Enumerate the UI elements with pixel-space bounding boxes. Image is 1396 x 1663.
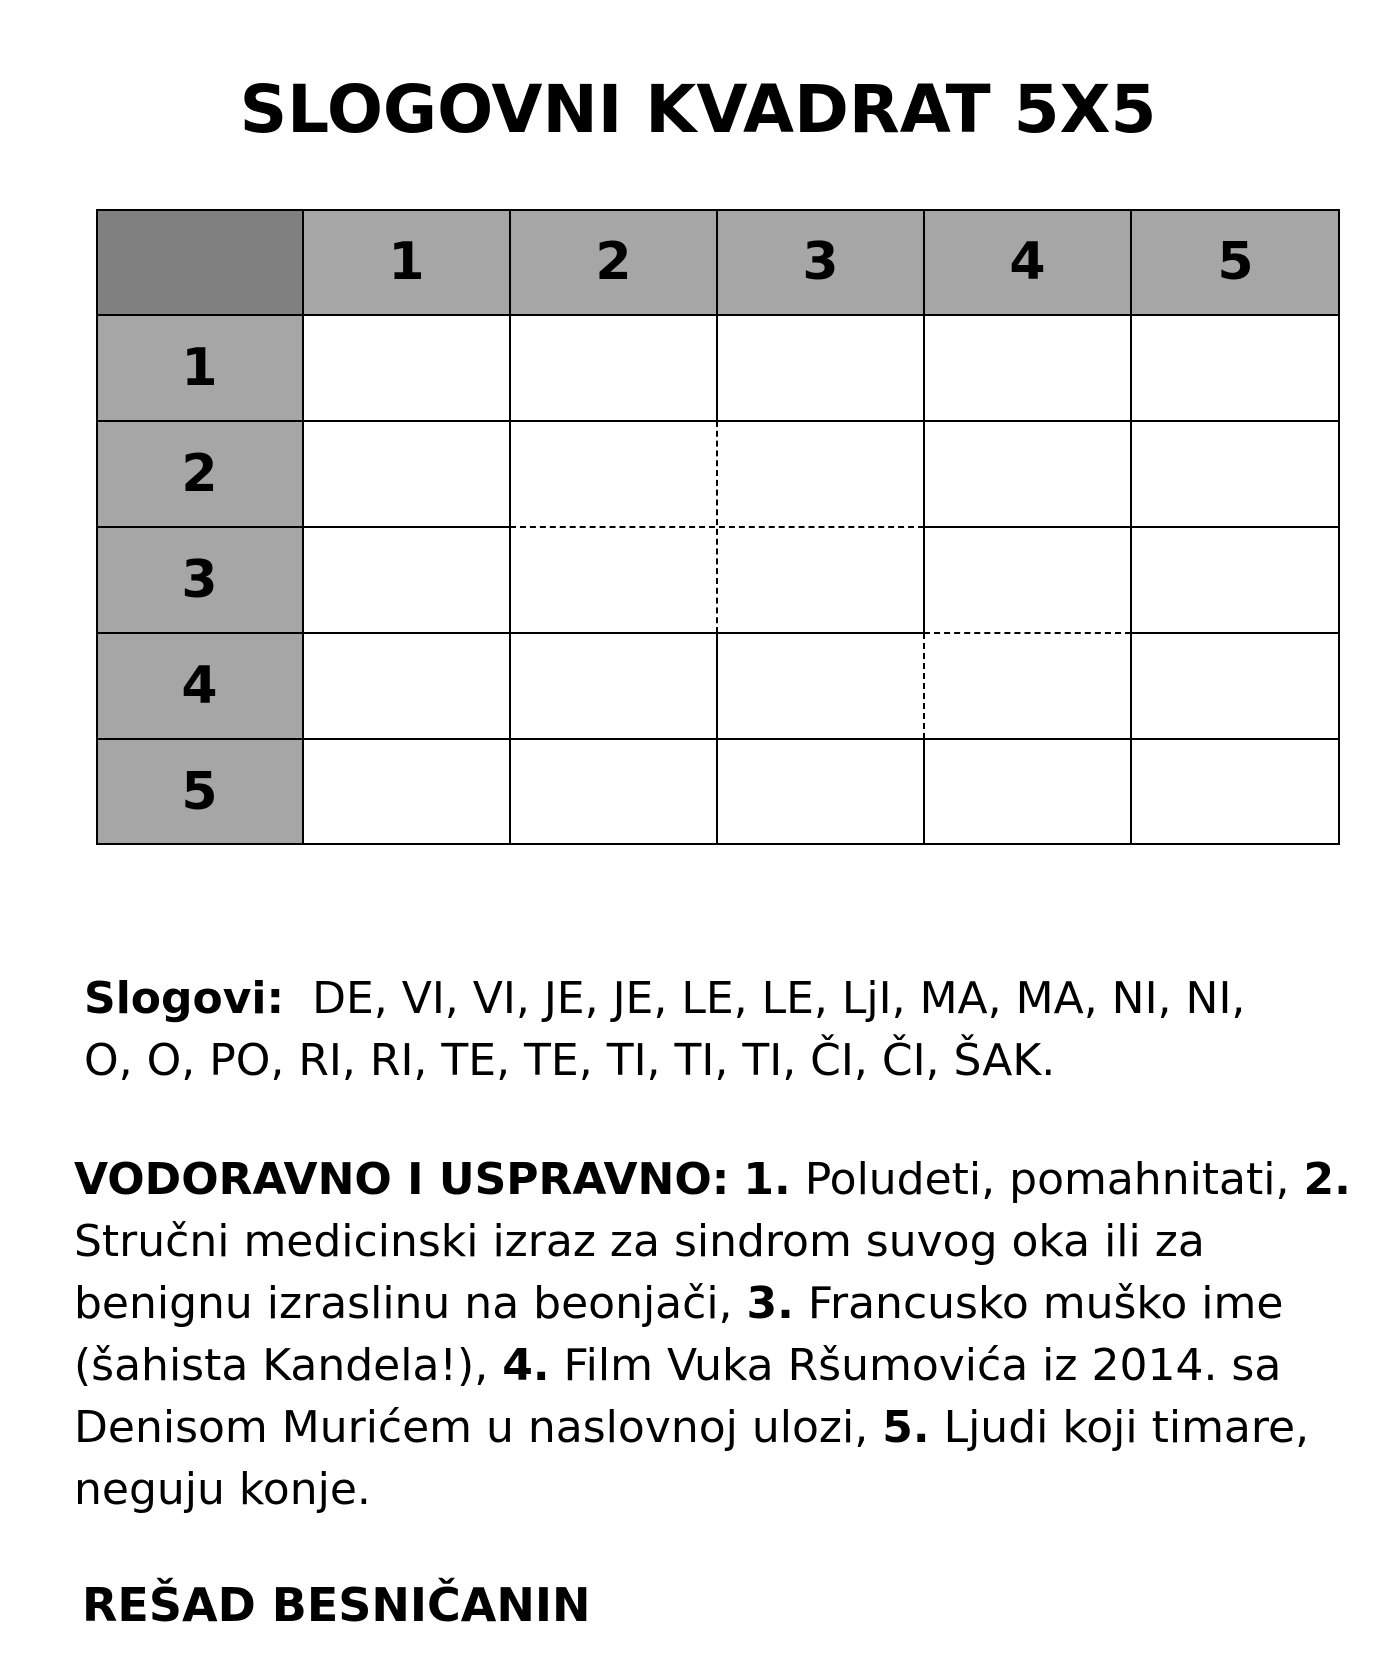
column-header-3: 3 (717, 209, 924, 315)
grid-dashed-line (923, 633, 925, 739)
answer-cell[interactable] (1131, 421, 1340, 527)
column-header-1: 1 (303, 209, 510, 315)
puzzle-grid (96, 209, 1340, 845)
grid-line (509, 209, 511, 845)
syllables-section (84, 968, 1364, 1092)
row-header-1: 1 (96, 315, 303, 421)
answer-cell[interactable] (303, 527, 510, 633)
page-title: SLOGOVNI KVADRAT 5X5 (239, 71, 1157, 148)
clue-text: Francusko muško ime (šahista Kandela!), (74, 1278, 1284, 1391)
answer-cell[interactable] (510, 527, 717, 633)
answer-cell[interactable] (510, 633, 717, 739)
clue-number: 5. (882, 1402, 930, 1453)
answer-cell[interactable] (303, 315, 510, 421)
grid-line (716, 209, 718, 421)
answer-cell[interactable] (924, 315, 1131, 421)
answer-cell[interactable] (717, 421, 924, 527)
author-name: REŠAD BESNIČANIN (82, 1578, 591, 1632)
answer-cell[interactable] (924, 527, 1131, 633)
clues-section (74, 1149, 1364, 1521)
clue-number: 3. (746, 1278, 794, 1329)
grid-border-bottom (96, 843, 1340, 845)
clue-text: Film Vuka Ršumovića iz 2014. sa Denisom Murićem u naslovnoj ulozi, (74, 1340, 1282, 1453)
answer-cell[interactable] (717, 527, 924, 633)
answer-cell[interactable] (1131, 527, 1340, 633)
answer-cell[interactable] (924, 633, 1131, 739)
grid-line (96, 738, 1340, 740)
row-header-4: 4 (96, 633, 303, 739)
grid-line (302, 209, 304, 845)
answer-cell[interactable] (303, 739, 510, 845)
answer-cell[interactable] (1131, 633, 1340, 739)
grid-line (96, 420, 1340, 422)
grid-corner-cell (96, 209, 303, 315)
column-header-4: 4 (924, 209, 1131, 315)
clue-text: Stručni medicinski izraz za sindrom suvog oka ili za benignu izraslinu na beonjači, (74, 1216, 1205, 1329)
syllables-line-1: DE, VI, VI, JE, JE, LE, LE, LjI, MA, MA, NI, NI, (312, 973, 1246, 1024)
clues-heading: VODORAVNO I USPRAVNO: (74, 1154, 730, 1205)
grid-line (924, 526, 1340, 528)
clue-text: Ljudi koji timare, neguju konje. (74, 1402, 1310, 1515)
grid-border-top (96, 209, 1340, 211)
grid-line (1131, 632, 1340, 634)
grid-line (923, 739, 925, 845)
answer-cell[interactable] (717, 739, 924, 845)
row-header-3: 3 (96, 527, 303, 633)
answer-cell[interactable] (303, 633, 510, 739)
clue-number: 2. (1303, 1154, 1351, 1205)
clue-number: 4. (502, 1340, 550, 1391)
grid-dashed-line (716, 421, 718, 633)
row-header-2: 2 (96, 421, 303, 527)
answer-cell[interactable] (510, 315, 717, 421)
grid-line (923, 209, 925, 633)
syllables-label: Slogovi: (84, 973, 285, 1024)
answer-cell[interactable] (1131, 315, 1340, 421)
answer-cell[interactable] (717, 315, 924, 421)
row-header-5: 5 (96, 739, 303, 845)
answer-cell[interactable] (924, 739, 1131, 845)
answer-cell[interactable] (717, 633, 924, 739)
grid-line (1130, 209, 1132, 845)
answer-cell[interactable] (510, 421, 717, 527)
grid-line (716, 633, 718, 845)
clue-number: 1. (743, 1154, 791, 1205)
answer-cell[interactable] (924, 421, 1131, 527)
syllables-line-2: O, O, PO, RI, RI, TE, TE, TI, TI, TI, ČI, ČI, ŠAK. (84, 1035, 1056, 1086)
grid-line (96, 314, 1340, 316)
grid-dashed-line (924, 632, 1131, 634)
clue-text: Poludeti, pomahnitati, (804, 1154, 1290, 1205)
answer-cell[interactable] (303, 421, 510, 527)
answer-cell[interactable] (510, 739, 717, 845)
column-header-2: 2 (510, 209, 717, 315)
answer-cell[interactable] (1131, 739, 1340, 845)
column-header-5: 5 (1131, 209, 1340, 315)
